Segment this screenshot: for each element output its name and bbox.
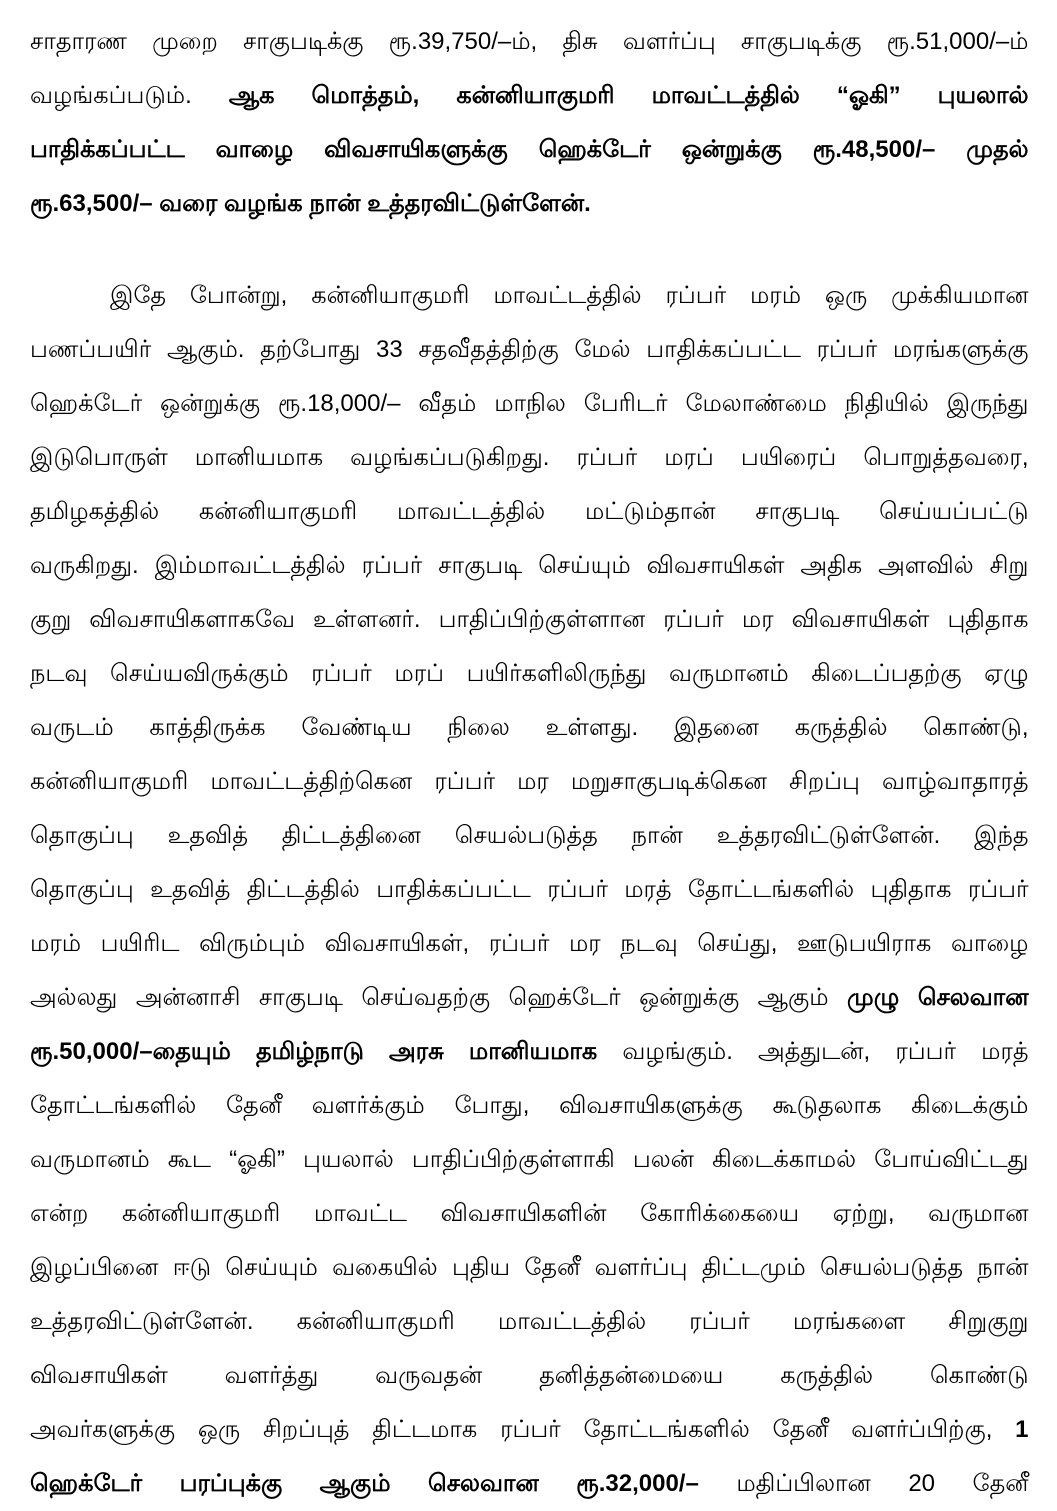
text-segment: வருகிறது. இம்மாவட்டத்தில் ரப்பர் சாகுபடி செய்யும் விவசாயிகள் அதிக அளவில் சிறு — [30, 552, 1029, 579]
text-segment: மரம் பயிரிட விரும்பும் விவசாயிகள், ரப்பர் மர நடவு செய்து, ஊடுபயிராக வாழை — [30, 930, 1029, 957]
text-line — [30, 1187, 1030, 1241]
text-segment: நடவு செய்யவிருக்கும் ரப்பர் மரப் பயிர்களிலிருந்து வருமானம் கிடைப்பதற்கு ஏழு — [30, 660, 1029, 687]
text-line — [30, 123, 1030, 177]
text-segment: ஹெக்டேர் ஒன்றுக்கு ரூ.18,000/– வீதம் மாநில பேரிடர் மேலாண்மை நிதியில் இருந்து — [30, 390, 1029, 417]
text-line — [30, 1241, 1030, 1295]
text-segment: தோட்டங்களில் தேனீ வளர்க்கும் போது, விவசாயிகளுக்கு கூடுதலாக கிடைக்கும் — [30, 1092, 1029, 1119]
text-segment: தொகுப்பு உதவித் திட்டத்தினை செயல்படுத்த நான் உத்தரவிட்டுள்ளேன். இந்த — [30, 822, 1029, 849]
text-segment: சாதாரண முறை சாகுபடிக்கு ரூ.39,750/–ம், திசு வளர்ப்பு சாகுபடிக்கு ரூ.51,000/–ம் — [30, 28, 1029, 55]
text-line — [30, 863, 1030, 917]
text-segment: தொகுப்பு உதவித் திட்டத்தில் பாதிக்கப்பட்ட ரப்பர் மரத் தோட்டங்களில் புதிதாக ரப்பர் — [30, 876, 1029, 903]
text-line — [30, 971, 1030, 1025]
text-line — [30, 485, 1030, 539]
text-line — [30, 1133, 1030, 1187]
bold-text-segment: ஆக மொத்தம், கன்னியாகுமரி மாவட்டத்தில் “ஓகி” புயலால் — [228, 82, 1029, 109]
text-line — [30, 177, 1030, 231]
text-segment: கன்னியாகுமரி மாவட்டத்திற்கென ரப்பர் மர மறுசாகுபடிக்கென சிறப்பு வாழ்வாதாரத் — [30, 768, 1029, 795]
text-line — [30, 269, 1030, 323]
text-segment: என்ற கன்னியாகுமரி மாவட்ட விவசாயிகளின் கோரிக்கையை ஏற்று, வருமான — [30, 1200, 1029, 1227]
bold-text-segment: முழு செலவான — [847, 984, 1029, 1011]
paragraph — [30, 269, 1030, 1511]
text-segment: பணப்பயிர் ஆகும். தற்போது 33 சதவீதத்திற்கு மேல் பாதிக்கப்பட்ட ரப்பர் மரங்களுக்கு — [30, 336, 1029, 363]
text-line — [30, 15, 1030, 69]
text-line — [30, 593, 1030, 647]
bold-text-segment: பாதிக்கப்பட்ட வாழை விவசாயிகளுக்கு ஹெக்டேர் ஒன்றுக்கு ரூ.48,500/– முதல் — [30, 136, 1029, 163]
text-line — [30, 1457, 1030, 1511]
text-segment: அல்லது அன்னாசி சாகுபடி செய்வதற்கு ஹெக்டேர் ஒன்றுக்கு ஆகும் — [30, 984, 848, 1011]
bold-text-segment: ரூ.50,000/–தையும் தமிழ்நாடு அரசு மானியமாக — [30, 1038, 598, 1065]
text-line — [30, 917, 1030, 971]
text-line — [30, 755, 1030, 809]
text-line — [30, 377, 1030, 431]
text-segment: இடுபொருள் மானியமாக வழங்கப்படுகிறது. ரப்பர் மரப் பயிரைப் பொறுத்தவரை, — [30, 444, 1029, 471]
text-line — [30, 323, 1030, 377]
text-segment: விவசாயிகள் வளர்த்து வருவதன் தனித்தன்மையை கருத்தில் கொண்டு — [30, 1362, 1029, 1389]
text-line — [30, 69, 1030, 123]
bold-text-segment: ஹெக்டேர் பரப்புக்கு ஆகும் செலவான ரூ.32,000/– — [30, 1470, 699, 1497]
bold-text-segment: 1 — [1015, 1416, 1029, 1443]
text-segment: தமிழகத்தில் கன்னியாகுமரி மாவட்டத்தில் மட்டும்தான் சாகுபடி செய்யப்பட்டு — [30, 498, 1029, 525]
text-line — [30, 1349, 1030, 1403]
text-segment: அவர்களுக்கு ஒரு சிறப்புத் திட்டமாக ரப்பர் தோட்டங்களில் தேனீ வளர்ப்பிற்கு, — [30, 1416, 1016, 1443]
text-segment: இழப்பினை ஈடு செய்யும் வகையில் புதிய தேனீ வளர்ப்பு திட்டமும் செயல்படுத்த நான் — [30, 1254, 1029, 1281]
text-segment: உத்தரவிட்டுள்ளேன். கன்னியாகுமரி மாவட்டத்தில் ரப்பர் மரங்களை சிறுகுறு — [30, 1308, 1029, 1335]
text-line — [30, 647, 1030, 701]
text-line — [30, 701, 1030, 755]
bold-text-segment: ரூ.63,500/– வரை வழங்க நான் உத்தரவிட்டுள்ளேன். — [30, 190, 591, 217]
text-line — [30, 809, 1030, 863]
paragraph — [30, 15, 1030, 231]
text-segment: வருமானம் கூட “ஓகி” புயலால் பாதிப்பிற்குள்ளாகி பலன் கிடைக்காமல் போய்விட்டது — [30, 1146, 1029, 1173]
text-segment: வழங்கப்படும். — [30, 82, 229, 109]
text-segment: மதிப்பிலான 20 தேனீ — [698, 1470, 1029, 1497]
text-line — [30, 431, 1030, 485]
text-segment: வருடம் காத்திருக்க வேண்டிய நிலை உள்ளது. இதனை கருத்தில் கொண்டு, — [30, 714, 1029, 741]
text-line — [30, 1079, 1030, 1133]
text-line — [30, 1025, 1030, 1079]
text-segment: குறு விவசாயிகளாகவே உள்ளனர். பாதிப்பிற்குள்ளான ரப்பர் மர விவசாயிகள் புதிதாக — [30, 606, 1029, 633]
text-line — [30, 1295, 1030, 1349]
text-line — [30, 539, 1030, 593]
text-segment: இதே போன்று, கன்னியாகுமரி மாவட்டத்தில் ரப்பர் மரம் ஒரு முக்கியமான — [110, 282, 1029, 309]
text-segment: வழங்கும். அத்துடன், ரப்பர் மரத் — [597, 1038, 1029, 1065]
text-line — [30, 1403, 1030, 1457]
